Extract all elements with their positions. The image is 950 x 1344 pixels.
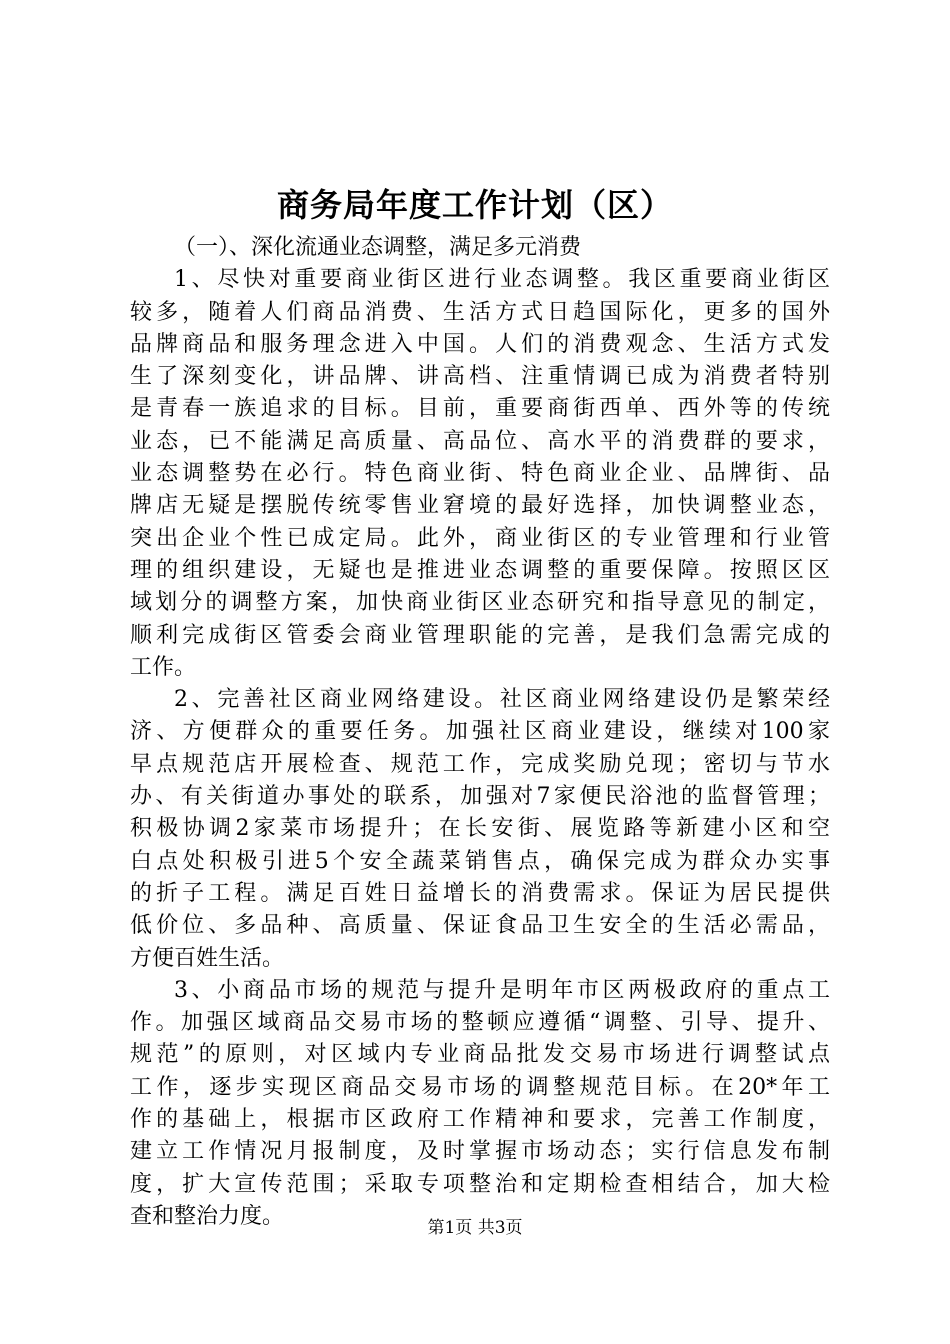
text-line: 建立工作情况月报制度，及时掌握市场动态；实行信息发布制 [130,1139,830,1165]
document-title: 商务局年度工作计划（区） [276,186,673,224]
text-line: 是青春一族追求的目标。目前，重要商街西单、西外等的传统 [130,396,830,422]
text-line: 的折子工程。满足百姓日益增长的消费需求。保证为居民提供 [130,880,830,906]
text-line: 工作。 [130,654,197,680]
text-line: 较多，随着人们商品消费、生活方式日趋国际化，更多的国外 [130,299,830,325]
text-line: 突出企业个性已成定局。此外，商业街区的专业管理和行业管 [130,525,830,551]
text-line: 业态，已不能满足高质量、高品位、高水平的消费群的要求， [130,428,830,454]
text-line: 生了深刻变化，讲品牌、讲高档、注重情调已成为消费者特别 [130,364,830,390]
page-footer: 第1页 共3页 [427,1218,523,1238]
text-line: 查和整治力度。 [130,1203,285,1229]
text-line: 工作，逐步实现区商品交易市场的调整规范目标。在20*年工 [130,1074,830,1100]
text-line: 方便百姓生活。 [130,945,285,971]
text-line: 济、方便群众的重要任务。加强社区商业建设，继续对100家 [130,719,830,745]
text-line: 规范”的原则，对区域内专业商品批发交易市场进行调整试点 [130,1042,830,1068]
text-line: 积极协调2家菜市场提升；在长安街、展览路等新建小区和空 [130,816,830,842]
text-line: 作的基础上，根据市区政府工作精神和要求，完善工作制度， [130,1107,830,1133]
paragraph-2 [130,684,830,975]
text-line: 早点规范店开展检查、规范工作，完成奖励兑现；密切与节水 [130,751,830,777]
text-line: 3、小商品市场的规范与提升是明年市区两极政府的重点工 [174,977,830,1003]
text-line: 低价位、多品种、高质量、保证食品卫生安全的生活必需品， [130,913,830,939]
paragraph-3 [130,975,830,1233]
text-line: 品牌商品和服务理念进入中国。人们的消费观念、生活方式发 [130,331,830,357]
document-body [130,232,830,1233]
text-line: 顺利完成街区管委会商业管理职能的完善，是我们急需完成的 [130,622,830,648]
text-line: 作。加强区域商品交易市场的整顿应遵循“调整、引导、提升、 [130,1010,830,1036]
text-line: 牌店无疑是摆脱传统零售业窘境的最好选择，加快调整业态， [130,493,830,519]
text-line: 理的组织建设，无疑也是推进业态调整的重要保障。按照区区 [130,557,830,583]
text-line: 业态调整势在必行。特色商业街、特色商业企业、品牌街、品 [130,461,830,487]
text-line: 1、尽快对重要商业街区进行业态调整。我区重要商业街区 [174,267,830,293]
paragraph-1 [130,264,830,684]
text-line: 域划分的调整方案，加快商业街区业态研究和指导意见的制定， [130,590,830,616]
section-heading: （一）、深化流通业态调整，满足多元消费 [174,235,582,260]
text-line: 2、完善社区商业网络建设。社区商业网络建设仍是繁荣经 [174,687,830,713]
text-line: 办、有关街道办事处的联系，加强对7家便民浴池的监督管理； [130,784,830,810]
text-line: 度，扩大宣传范围；采取专项整治和定期检查相结合，加大检 [130,1171,830,1197]
text-line: 白点处积极引进5个安全蔬菜销售点，确保完成为群众办实事 [130,848,830,874]
